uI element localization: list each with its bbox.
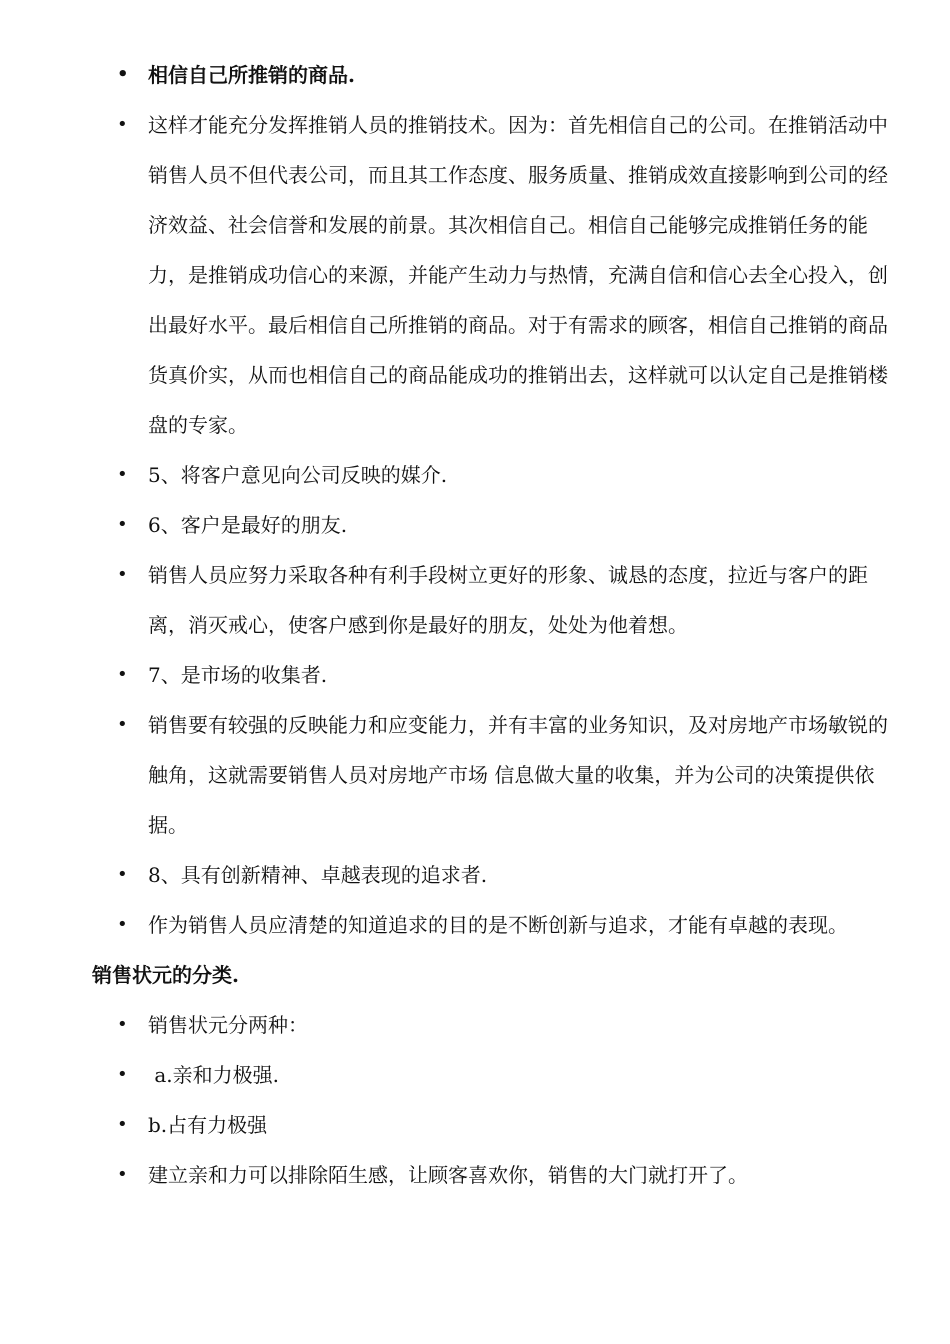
list-item bbox=[0, 900, 950, 950]
list-item-text: 5、将客户意见向公司反映的媒介. bbox=[148, 463, 448, 487]
bullet-list-categories bbox=[0, 1000, 950, 1200]
bullet-icon: • bbox=[117, 1114, 128, 1135]
bullet-icon: • bbox=[117, 114, 128, 135]
bullet-icon: • bbox=[117, 464, 128, 485]
list-item-text: 建立亲和力可以排除陌生感，让顾客喜欢你，销售的大门就打开了。 bbox=[148, 1163, 748, 1187]
list-item bbox=[0, 650, 950, 700]
list-item-text: b.占有力极强 bbox=[148, 1113, 268, 1137]
bullet-icon: • bbox=[117, 1064, 128, 1085]
bullet-icon: • bbox=[117, 514, 128, 535]
list-item bbox=[0, 100, 950, 450]
list-item bbox=[0, 550, 950, 650]
list-item-text: 这样才能充分发挥推销人员的推销技术。因为：首先相信自己的公司。在推销活动中销售人员不但代表公司，而且其工作态度、服务质量、推销成效直接影响到公司的经济效益、社会信誉和发展的前景。其次相信自己。相信自己能够完成推销任务的能力，是推销成功信心的来源，并能产生动力与热情，充满自信和信心去全心投入，创出最好水平。最后相信自己所推销的商品。对于有需求的顾客，相信自己推销的商品货真价实，从而也相信自己的商品能成功的推销出去，这样就可以认定自己是推销楼盘的专家。 bbox=[148, 113, 888, 437]
bullet-icon: • bbox=[117, 564, 128, 585]
list-item bbox=[0, 1100, 950, 1150]
bullet-list-qualities bbox=[0, 50, 950, 950]
list-item bbox=[0, 1050, 950, 1100]
document-body bbox=[0, 50, 950, 1200]
list-item bbox=[0, 450, 950, 500]
list-item bbox=[0, 1000, 950, 1050]
list-item bbox=[0, 500, 950, 550]
bullet-icon: • bbox=[117, 664, 128, 685]
bullet-icon: • bbox=[117, 864, 128, 885]
bullet-icon: • bbox=[117, 1164, 128, 1185]
list-item bbox=[0, 1150, 950, 1200]
list-item-text: 相信自己所推销的商品. bbox=[148, 63, 355, 87]
bullet-icon: • bbox=[117, 914, 128, 935]
list-item bbox=[0, 850, 950, 900]
section-heading: 销售状元的分类. bbox=[92, 963, 239, 987]
bullet-icon: • bbox=[117, 714, 128, 735]
list-item-text: 8、具有创新精神、卓越表现的追求者. bbox=[148, 863, 488, 887]
bullet-icon: • bbox=[117, 1014, 128, 1035]
list-item-text: 6、客户是最好的朋友. bbox=[148, 513, 348, 537]
list-item bbox=[0, 50, 950, 100]
list-item-text: 作为销售人员应清楚的知道追求的目的是不断创新与追求，才能有卓越的表现。 bbox=[148, 913, 848, 937]
list-item-text: 销售状元分两种： bbox=[148, 1013, 308, 1037]
list-item-text: 销售人员应努力采取各种有利手段树立更好的形象、诚恳的态度，拉近与客户的距离，消灭戒心，使客户感到你是最好的朋友，处处为他着想。 bbox=[148, 563, 868, 637]
list-item-text: a.亲和力极强. bbox=[148, 1063, 279, 1087]
list-item-text: 销售要有较强的反映能力和应变能力，并有丰富的业务知识，及对房地产市场敏锐的触角，这就需要销售人员对房地产市场 信息做大量的收集，并为公司的决策提供依据。 bbox=[148, 713, 888, 837]
bullet-icon: • bbox=[117, 64, 129, 85]
list-item bbox=[0, 700, 950, 850]
list-item-text: 7、是市场的收集者. bbox=[148, 663, 328, 687]
